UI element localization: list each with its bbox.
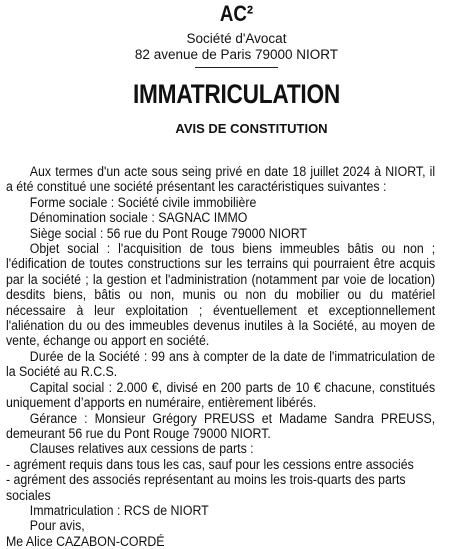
siege-social: Siège social : 56 rue du Pont Rouge 79000 NIORT xyxy=(29,225,307,241)
denomination-sociale: Dénomination sociale : SAGNAC IMMO xyxy=(29,210,248,226)
firm-name: Société d'Avocat xyxy=(186,31,287,46)
firm-address: 82 avenue de Paris 79000 NIORT xyxy=(134,47,339,62)
forme-sociale: Forme sociale : Société civile immobilière xyxy=(29,194,257,210)
objet-social: Objet social : l'acquisition de tous biens immeubles bâtis ou non ; l'édification de toutes constructions sur les terrains qui pourraient être acquis par la société ; la gestion et l'administration (notamment par voie de location) desdits biens, bâtis ou non, munis ou non du mobilier ou du matériel nécessaire à leur exploitation ; éventuellement et exceptionnellement l'aliénation du ou des immeubles devenus inutiles à la Société, au moyen de vente, échange ou apport en société. xyxy=(6,241,436,349)
notice-body xyxy=(6,164,435,549)
notice-title: IMMATRICULATION xyxy=(132,79,341,109)
intro-paragraph: Aux termes d'un acte sous seing privé en date 18 juillet 2024 à NIORT, il a été constitué une société présentant les caractéristiques suivantes : xyxy=(6,164,436,195)
gerance: Gérance : Monsieur Grégory PREUSS et Madame Sandra PREUSS, demeurant 56 rue du Pont Rouge 79000 NIORT. xyxy=(6,410,436,441)
notice-subtitle: AVIS DE CONSTITUTION xyxy=(175,121,328,136)
signatory: Me Alice CAZABON-CORDÉ xyxy=(6,533,165,549)
divider-rule xyxy=(195,67,278,68)
clause-item-2: - agrément des associés représentant au moins les trois-quarts des parts sociales xyxy=(6,472,406,503)
immatriculation: Immatriculation : RCS de NIORT xyxy=(29,502,209,518)
duree-societe: Durée de la Société : 99 ans à compter de la date de l'immatriculation de la Société au R.C.S. xyxy=(6,348,436,380)
closing: Pour avis, xyxy=(29,518,85,534)
capital-social: Capital social : 2.000 €, divisé en 200 parts de 10 € chacune, constitués uniquement d’apports en numéraire, entièrement libérés. xyxy=(6,379,436,411)
clauses-heading: Clauses relatives aux cessions de parts : xyxy=(29,441,254,457)
firm-logo: AC² xyxy=(219,1,254,26)
clause-item-1: - agrément requis dans tous les cas, sauf pour les cessions entre associés xyxy=(6,456,414,472)
